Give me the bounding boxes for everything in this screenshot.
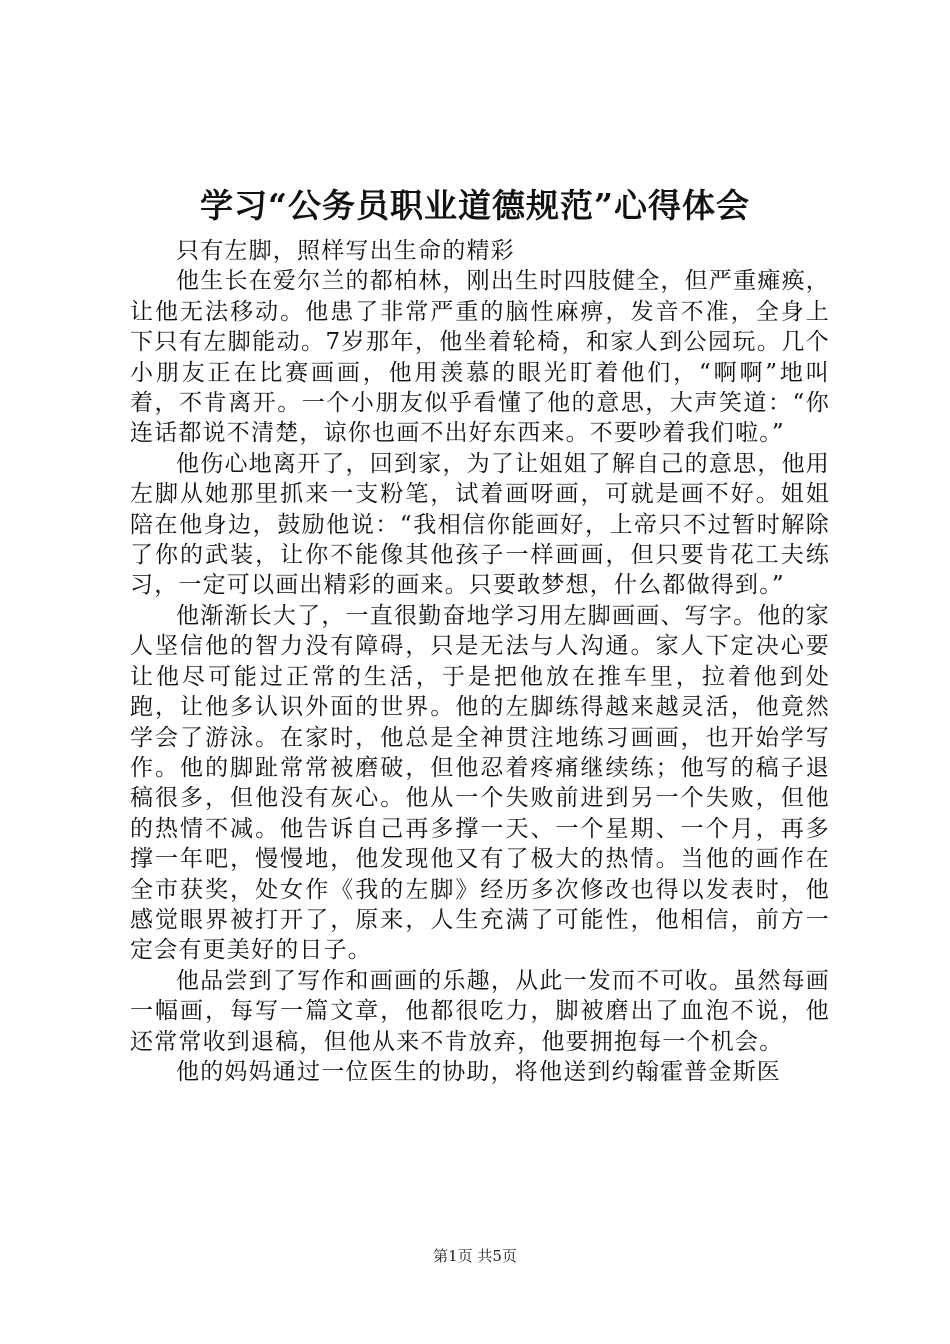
paragraph: 他的妈妈通过一位医生的协助，将他送到约翰霍普金斯医	[176, 1058, 781, 1085]
paragraph: 他渐渐长大了，一直很勤奋地学习用左脚画画、写字。他的家人坚信他的智力没有障碍，只是无法与人沟通。家人下定决心要让他尽可能过正常的生活，于是把他放在推车里，拉着他到处跑，让他多认识外面的世界。他的左脚练得越来越灵活，他竟然学会了游泳。在家时，他总是全神贯注地练习画画，也开始学写作。他的脚趾常常被磨破，但他忍着疼痛继续练；他写的稿子退稿很多，但他没有灰心。他从一个失败前进到另一个失败，但他的热情不减。他告诉自己再多撑一天、一个星期、一个月，再多撑一年吧，慢慢地，他发现他又有了极大的热情。当他的画作在全市获奖，处女作《我的左脚》经历多次修改也得以发表时，他感觉眼界被打开了，原来，人生充满了可能性，他相信，前方一定会有更美好的日子。	[130, 602, 830, 964]
page-number-footer: 第1页 共5页	[433, 1247, 517, 1265]
paragraph: 他生长在爱尔兰的都柏林，刚出生时四肢健全，但严重瘫痪，让他无法移动。他患了非常严重的脑性麻痹，发音不准，全身上下只有左脚能动。7岁那年，他坐着轮椅，和家人到公园玩。几个小朋友正在比赛画画，他用羡慕的眼光盯着他们，“啊啊”地叫着，不肯离开。一个小朋友似乎看懂了他的意思，大声笑道：“你连话都说不清楚，谅你也画不出好东西来。不要吵着我们啦。”	[130, 268, 830, 447]
document-body	[130, 236, 830, 1087]
document-title: 学习“公务员职业道德规范”心得体会	[200, 186, 750, 225]
paragraph: 他伤心地离开了，回到家，为了让姐姐了解自己的意思，他用左脚从她那里抓来一支粉笔，试着画呀画，可就是画不好。姐姐陪在他身边，鼓励他说：“我相信你能画好，上帝只不过暂时解除了你的武装，让你不能像其他孩子一样画画，但只要肯花工夫练习，一定可以画出精彩的画来。只要敢梦想，什么都做得到。”	[130, 450, 830, 599]
paragraph-subtitle: 只有左脚，照样写出生命的精彩	[176, 238, 515, 264]
paragraph: 他品尝到了写作和画画的乐趣，从此一发而不可收。虽然每画一幅画，每写一篇文章，他都很吃力，脚被磨出了血泡不说，他还常常收到退稿，但他从来不肯放弃，他要拥抱每一个机会。	[130, 967, 830, 1055]
